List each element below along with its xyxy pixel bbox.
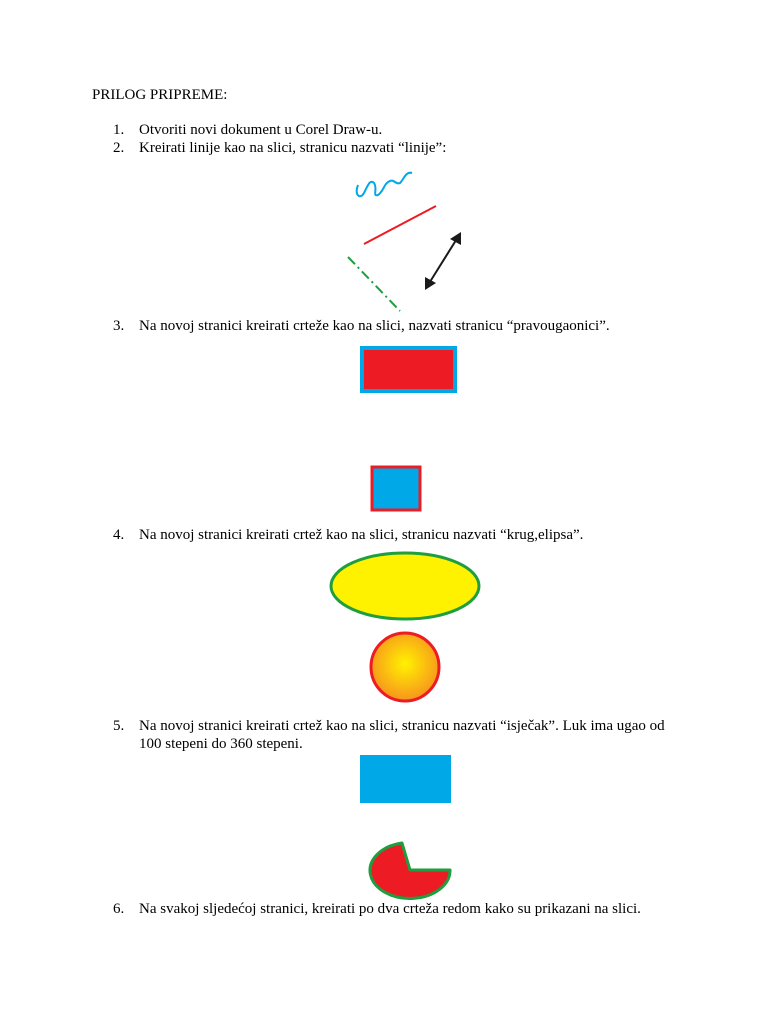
lines-figure: [340, 155, 470, 315]
yellow-ellipse-shape: [331, 553, 479, 619]
list-item-number: 4.: [113, 527, 125, 543]
dash-dot-line-shape: [348, 257, 400, 311]
blue-rectangle-shape: [360, 755, 451, 803]
list-item-number: 2.: [113, 140, 125, 156]
pie-slice-shape: [370, 843, 450, 898]
document-heading: PRILOG PRIPREME:: [92, 87, 228, 103]
gradient-circle-shape: [371, 633, 439, 701]
list-item-text: Otvoriti novi dokument u Corel Draw-u.: [139, 122, 383, 138]
list-item-text: Na svakoj sljedećoj stranici, kreirati po dva crteža redom kako su prikazani na slici.: [139, 901, 641, 917]
blue-square-shape: [372, 467, 420, 510]
list-item-number: 5.: [113, 718, 125, 734]
list-item-text: Na novoj stranici kreirati crteže kao na slici, nazvati stranicu “pravougaonici”.: [139, 318, 610, 334]
freehand-curve-shape: [357, 173, 412, 197]
list-item-number: 1.: [113, 122, 125, 138]
rectangles-figure: [356, 342, 466, 514]
list-item-number: 3.: [113, 318, 125, 334]
list-item-text: Na novoj stranici kreirati crtež kao na slici, stranicu nazvati “isječak”. Luk ima ugao od 100 stepeni do 360 stepeni.: [139, 718, 665, 752]
red-rectangle-shape: [362, 348, 455, 391]
arrowhead-icon: [450, 232, 461, 245]
pie-slice-figure: [355, 750, 465, 900]
list-item-number: 6.: [113, 901, 125, 917]
list-item-text: Na novoj stranici kreirati crtež kao na slici, stranicu nazvati “krug,elipsa”.: [139, 527, 584, 543]
double-arrow-line-shape: [428, 237, 458, 285]
list-item-text: Kreirati linije kao na slici, stranicu nazvati “linije”:: [139, 140, 447, 156]
red-line-shape: [364, 206, 436, 244]
arrowhead-icon: [425, 277, 436, 290]
ellipse-circle-figure: [326, 548, 486, 704]
